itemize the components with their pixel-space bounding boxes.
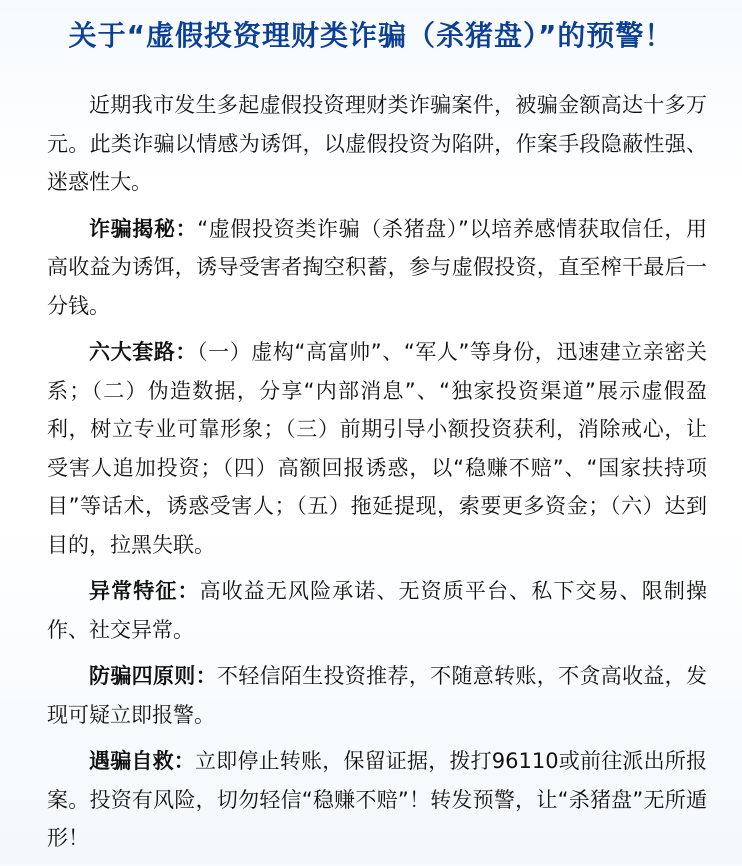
section-text: 不轻信陌生投资推荐，不随意转账，不贪高收益，发现可疑立即报警。 — [47, 664, 708, 727]
section-abnormal-features — [47, 572, 707, 649]
section-text: 高收益无风险承诺、无资质平台、私下交易、限制操作、社交异常。 — [47, 579, 708, 642]
section-label: 遇骗自救： — [89, 749, 195, 773]
section-self-rescue — [47, 742, 707, 858]
notice-body — [47, 86, 707, 866]
section-scam-reveal — [47, 210, 707, 326]
intro-paragraph: 近期我市发生多起虚假投资理财类诈骗案件，被骗金额高达十多万元。此类诈骗以情感为诱饵，以虚假投资为陷阱，作案手段隐蔽性强、迷惑性大。 — [47, 93, 707, 194]
section-label: 六大套路： — [89, 340, 197, 364]
section-text: 立即停止转账，保留证据，拨打96110或前往派出所报案。投资有风险，切勿轻信“稳赚不赔”！转发预警，让“杀猪盘”无所遁形！ — [47, 749, 707, 850]
notice-title: 关于“虚假投资理财类诈骗（杀猪盘）”的预警！ — [68, 19, 674, 52]
section-text: “虚假投资类诈骗（杀猪盘）”以培养感情获取信任，用高收益为诱饵，诱导受害者掏空积蓄，参与虚假投资，直至榨干最后一分钱。 — [47, 216, 707, 318]
section-label: 防骗四原则： — [89, 664, 217, 688]
section-label: 诈骗揭秘： — [89, 216, 198, 241]
section-label: 异常特征： — [89, 579, 200, 603]
section-six-tricks — [47, 333, 707, 564]
section-four-principles — [47, 657, 707, 734]
section-text: （一）虚构“高富帅”、“军人”等身份，迅速建立亲密关系；（二）伪造数据，分享“内部消息”、“独家投资渠道”展示虚假盈利，树立专业可靠形象；（三）前期引导小额投资获利，消除戒心，让受害人追加投资；（四）高额回报诱惑，以“稳赚不赔”、“国家扶持项目”等话术，诱惑受害人；（五）拖延提现，索要更多资金；（六）达到目的，拉黑失联。 — [47, 340, 708, 557]
